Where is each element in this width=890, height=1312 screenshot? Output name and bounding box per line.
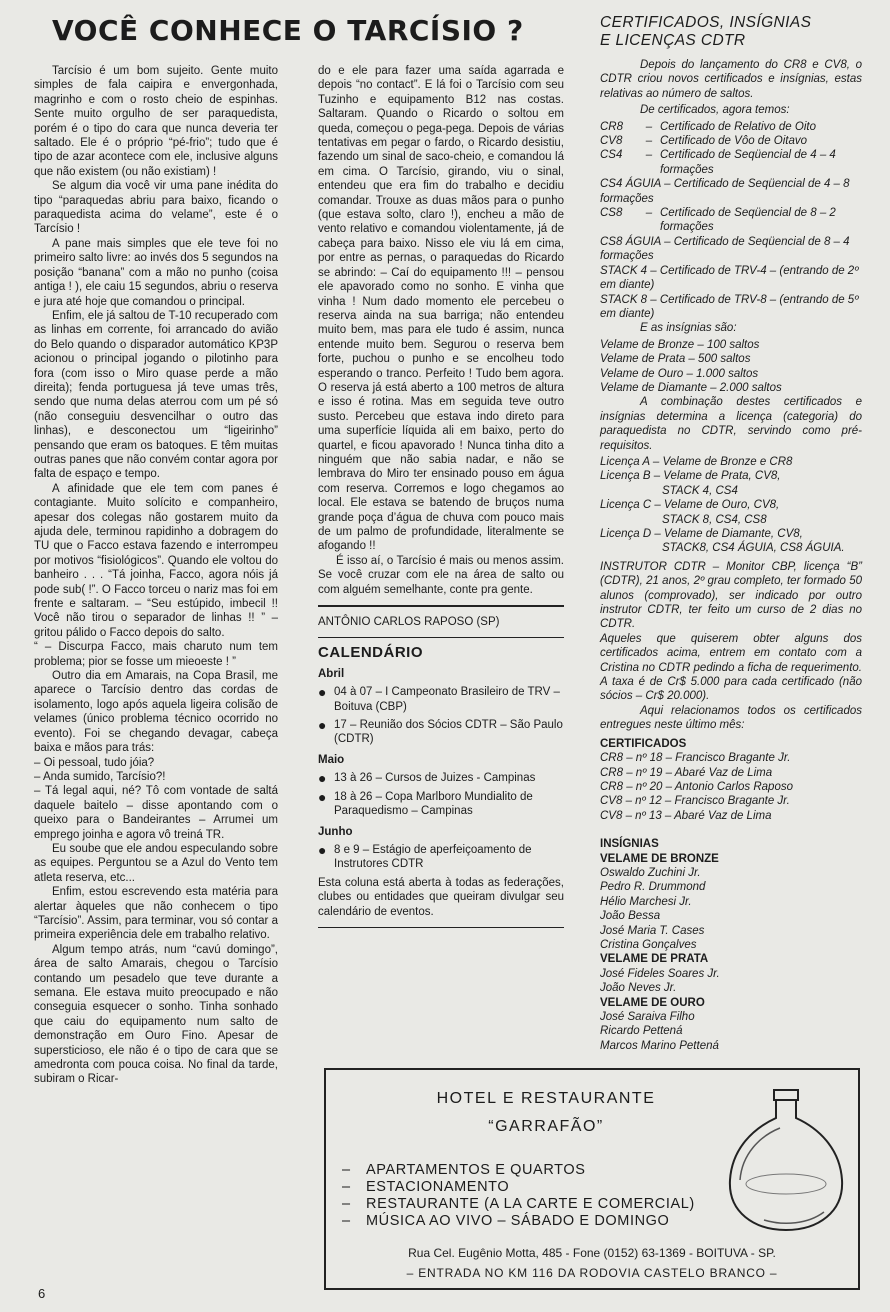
certificate-item: CR8 – Certificado de Relativo de Oito <box>600 120 816 133</box>
ad-amenity: – ESTACIONAMENTO <box>342 1179 510 1195</box>
calendar-month: Maio <box>318 753 345 766</box>
article-paragraph: A afinidade que ele tem com panes é contagiante. Muito solícito e companheiro, apesar dos colegas não gostarem muito da ajuda dele, terminou rapidinho a dobragem do TU que o Facco estava fazendo e interrompeu por motivos “fisiológicos”. Quando ele voltou do banheiro . . . “Tá joinha, Facco, agora nóis já pode sub( !”. O Facco torceu o nariz mas foi em frente e saltaram. – “Seu estúpido, imbecil !! Você não tirou o separador de linhas !! ” – gritou pálido o Facco depois do salto. <box>34 482 278 639</box>
article-dialogue: – Oi pessoal, tudo jóia? <box>34 756 155 769</box>
article-author: ANTÔNIO CARLOS RAPOSO (SP) <box>318 615 500 628</box>
article-column-1 <box>34 64 278 1087</box>
certificate-item: CS4 ÁGUIA – Certificado de Seqüencial de 4 – 8 formações <box>600 178 850 205</box>
delivered-item: CV8 – nº 13 – Abaré Vaz de Lima <box>600 809 772 822</box>
bullet-icon: ● <box>318 770 327 787</box>
calendar-section <box>318 646 564 928</box>
group-title: VELAME DE BRONZE <box>600 852 719 865</box>
ad-amenities <box>342 1162 695 1230</box>
page-number: 6 <box>38 1286 46 1301</box>
recipient-name: José Saraiva Filho <box>600 1011 695 1023</box>
calendar-item: ● 13 à 26 – Cursos de Juizes - Campinas <box>318 770 536 787</box>
recipient-name: José Maria T. Cases <box>600 924 705 937</box>
recipient-name: João Neves Jr. <box>600 982 677 995</box>
combination-text: A combinação destes certificados e insígnias determina a licença (categoria) do paraquedista no CDTR, servindo como pré-requisitos. <box>600 396 862 452</box>
ad-amenity: – MÚSICA AO VIVO – SÁBADO E DOMINGO <box>342 1213 670 1229</box>
group-title: VELAME DE OURO <box>600 996 705 1009</box>
bullet-icon: ● <box>318 717 327 734</box>
insignia-item: Velame de Ouro – 1.000 saltos <box>600 367 759 380</box>
certificate-item: CS8 – Certificado de Seqüencial de 8 – 2 formações <box>600 207 836 234</box>
bullet-icon: ● <box>318 841 327 858</box>
instructor-text: INSTRUTOR CDTR – Monitor CBP, licença “B” (CDTR), 21 anos, 2º grau completo, ter formado 50 alunos (comprovado), ser indicado por outro instrutor CDTR, ter feito um curso de 2 dias no CDTR. <box>600 560 862 631</box>
insignias-heading: INSÍGNIAS <box>600 838 659 851</box>
certificates-intro: Depois do lançamento do CR8 e CV8, o CDTR criou novos certificados e insígnias, estas relativas ao número de saltos. <box>600 59 862 100</box>
article-title: VOCÊ CONHECE O TARCÍSIO ? <box>52 14 524 47</box>
insignia-item: Velame de Prata – 500 saltos <box>600 353 751 366</box>
delivered-item: CV8 – nº 12 – Francisco Bragante Jr. <box>600 795 790 808</box>
garrafao-bottle-icon <box>724 1084 848 1234</box>
article-dialogue: – Tá legal aqui, né? Tô com vontade de saltá daquele baitelo – disse apontando com o queixo para o Bandeirantes – Arrumei um emprego joinha e agora vô treiná TR. <box>34 785 278 841</box>
recipient-name: Pedro R. Drummond <box>600 881 706 894</box>
recipient-name: Ricardo Pettená <box>600 1025 683 1038</box>
divider <box>318 637 564 639</box>
recipient-name: Oswaldo Zuchini Jr. <box>600 866 701 879</box>
recipient-name: José Fideles Soares Jr. <box>600 967 720 980</box>
delivered-item: CR8 – nº 19 – Abaré Vaz de Lima <box>600 766 773 779</box>
article-paragraph: Enfim, ele já saltou de T-10 recuperado com as linhas em corrente, foi arrancado do avião do Belo quando o disparador automático KP3P acionou o principal jogando o pilotinho para fora (com isso o Miro quase perde a mão direita); fenda portuguesa já teve umas três, sendo que numa delas aterrou com um pé só (não conseguiu desvencilhar o outro das linhas), e desconectou um “ligeirinho” pensando que eram os batoques. E têm muitas outras panes que não convém contar agora por falta de espaço e tempo. <box>34 309 278 481</box>
ad-directions: – ENTRADA NO KM 116 DA RODOVIA CASTELO BRANCO – <box>406 1266 778 1280</box>
delivered-item: CR8 – nº 20 – Antonio Carlos Raposo <box>600 780 793 793</box>
recipient-name: João Bessa <box>600 910 661 923</box>
hotel-advertisement <box>324 1068 860 1290</box>
license-item: Licença A – Velame de Bronze e CR8 <box>600 455 793 468</box>
insignia-intro: E as insígnias são: <box>640 322 737 335</box>
article-dialogue: – Anda sumido, Tarcísio?! <box>34 770 166 783</box>
bullet-icon: ● <box>318 788 327 805</box>
certificate-item: CS4 – Certificado de Seqüencial de 4 – 4 formações <box>600 149 836 176</box>
license-item: Licença C – Velame de Ouro, CV8, STACK 8, CS4, CS8 <box>600 499 780 526</box>
group-title: VELAME DE PRATA <box>600 953 709 966</box>
article-paragraph: Algum tempo atrás, num “cavú domingo”, área de salto Amarais, chegou o Tarcísio contando um pesadelo que teve durante a semana. Ele estava muito preocupado e não conseguia esquecer o sonho. Tinha sonhado que caiu do equipamento num salto de demonstração em Ouro Fino. Apesar de supersticioso, ele não é o tipo de cara que se amedronta com pouca coisa. No final da tarde, subiram o Ricar- <box>34 943 278 1086</box>
article-paragraph: do e ele para fazer uma saída agarrada e depois “no contact”. E lá foi o Tarcísio com seu Tuzinho e equipamento B12 nas costas. Saltaram. Quando o Ricardo o soltou em queda, começou o pega-pega. Depois de várias tentativas em pegar o fardo, o Ricardo desistiu, fazendo um sinal de saco-cheio, e comandou lá em cima. O Tarcísio, girando, viu o sinal, entendeu que era fim do trabalho e decidiu comandar. Trouxe as duas mãos para o punho (que estava solto, claro !), encheu a mão de vento relativo e comandou violentamente, já de cabeça para baixo. Nisso ele viu lá em cima, por entre as pernas, o paraquedas do Ricardo se abrindo: – Caí do equipamento !!! – pensou ele apavorado como no sonho. E vinha que vinha ! Num dado momento ele percebeu o reserva ainda na sua barriga; não entendeu muito bem, mas para ele tudo é assim, nunca entende muito bem. Segurou o reserva bem forte, puchou o punho e se encolheu todo esperando o tranco. Perfeito ! Tudo bem agora. O reserva já está aberto a 100 metros de altura e isso é rotina. Mas em seguida teve outro susto. Percebeu que estava indo direto para uma superfície líquida ali em baixo, perto do quartel, e ficou apavorado ! Nunca tinha dito a ninguém que não sabia nadar, e não se lembrava do Miro ter ensinado pouso em água com reserva. Corremos e logo chegamos ao local. Ele estava se batendo de bruços numa grande poça d’água de chuva com pouco mais de um palmo de profundidade, literalmente se afogando !! <box>318 65 564 553</box>
delivered-intro: Aqui relacionamos todos os certificados entregues neste último mês: <box>600 704 862 732</box>
calendar-month: Abril <box>318 667 345 680</box>
calendar-item: ● 17 – Reunião dos Sócios CDTR – São Paulo (CDTR) <box>318 717 563 746</box>
license-item: Licença B – Velame de Prata, CV8, STACK 4, CS4 <box>600 470 781 497</box>
certificates-column <box>600 14 862 1053</box>
divider <box>318 605 564 607</box>
bullet-icon: ● <box>318 684 327 701</box>
article-column-2 <box>318 64 564 936</box>
article-paragraph: Tarcísio é um bom sujeito. Gente muito simples de fala caipira e envergonhada, magrinho e com o rosto cheio de espinhas. Sente muito orgulho de ser paraquedista, porém é o tipo do cara que nunca deveria ter saltado. Ele é o próprio “pé-frio”; tudo que é tipo de azar acontece com ele, inclusive alguns que não existem (ou não existiam) ! <box>34 65 278 178</box>
calendar-item: ● 18 à 26 – Copa Marlboro Mundialito de Paraquedismo – Campinas <box>318 788 533 818</box>
calendar-month: Junho <box>318 825 353 838</box>
article-paragraph: A pane mais simples que ele teve foi no primeiro salto livre: ao invés dos 5 segundos na posição “banana” com a mão no punho (coisa antiga ! ), ele caiu 15 segundos, abriu o reserva e jura até hoje que comandou o principal. <box>34 237 278 308</box>
article-paragraph: Se algum dia você vir uma pane inédita do tipo “paraquedas abriu para baixo, ficando o paraquedista acima do velame”, este é o Tarcísio ! <box>34 180 278 236</box>
certificate-item: STACK 4 – Certificado de TRV-4 – (entrando de 2º em diante) <box>600 264 859 292</box>
insignia-item: Velame de Bronze – 100 saltos <box>600 338 760 351</box>
certificate-list <box>600 120 862 322</box>
ad-amenity: – APARTAMENTOS E QUARTOS <box>342 1162 586 1178</box>
article-dialogue: “ – Discurpa Facco, mais charuto num tem problema; pior se fosse um mieoeste ! ” <box>34 641 278 668</box>
divider <box>318 927 564 929</box>
certificate-item: CS8 ÁGUIA – Certificado de Seqüencial de 8 – 4 formações <box>600 235 850 263</box>
article-paragraph: É isso aí, o Tarcísio é mais ou menos assim. Se você cruzar com ele na área de salto ou com alguém semelhante, conte pra gente. <box>318 554 564 596</box>
calendar-note: Esta coluna está aberta à todas as federações, clubes ou entidades que queiram divulgar seu calendário de eventos. <box>318 876 564 918</box>
article-paragraph: Outro dia em Amarais, na Copa Brasil, me aparece o Tarcísio dentro das cordas de isolamento, logo após aquela ligeira colisão de velames (único problema técnico ocorrido no evento). Foi se chegando devagar, cabeça baixa e mãos para trás: <box>34 670 278 755</box>
ad-subtitle: “GARRAFÃO” <box>488 1118 604 1135</box>
certificates-list-intro: De certificados, agora temos: <box>640 104 790 117</box>
article-paragraph: Eu soube que ele andou especulando sobre as equipes. Perguntou se a Azul do Vento tem atleta reserva, etc... <box>34 842 278 884</box>
certificate-item: CV8 – Certificado de Vôo de Oitavo <box>600 135 808 148</box>
calendar-item: ● 04 à 07 – I Campeonato Brasileiro de TRV – Boituva (CBP) <box>318 684 560 713</box>
recipient-name: Marcos Marino Pettená <box>600 1039 719 1052</box>
recipient-name: Hélio Marchesi Jr. <box>600 895 692 908</box>
calendar-title: CALENDÁRIO <box>318 644 423 662</box>
ad-amenity: – RESTAURANTE (A LA CARTE E COMERCIAL) <box>342 1196 695 1212</box>
recipient-name: Cristina Gonçalves <box>600 938 697 951</box>
insignia-item: Velame de Diamante – 2.000 saltos <box>600 381 782 394</box>
certificates-heading: CERTIFICADOS, INSÍGNIAS E LICENÇAS CDTR <box>600 14 812 49</box>
calendar-item: ● 8 e 9 – Estágio de aperfeiçoamento de Instrutores CDTR <box>318 841 532 871</box>
article-paragraph: Enfim, estou escrevendo esta matéria para alertar àqueles que não conhecem o tipo “Tarcísio”. Assim, para terminar, vou só contar a primeira experiência dele em trabalho relativo. <box>34 886 278 942</box>
ad-address: Rua Cel. Eugênio Motta, 485 - Fone (0152) 63-1369 - BOITUVA - SP. <box>408 1246 776 1260</box>
ad-title: HOTEL E RESTAURANTE <box>436 1090 656 1107</box>
apply-text: Aqueles que quiserem obter alguns dos certificados acima, entrem em contato com a Cristina no CDTR pedindo a ficha de requerimento. A taxa é de Cr$ 5.000 para cada certificado (não sócios – Cr$ 20.000). <box>600 632 862 703</box>
certificate-item: STACK 8 – Certificado de TRV-8 – (entrando de 5º em diante) <box>600 293 859 320</box>
delivered-item: CR8 – nº 18 – Francisco Bragante Jr. <box>600 752 791 765</box>
delivered-heading: CERTIFICADOS <box>600 737 687 750</box>
license-item: Licença D – Velame de Diamante, CV8, STACK8, CS4 ÁGUIA, CS8 ÁGUIA. <box>600 528 845 555</box>
